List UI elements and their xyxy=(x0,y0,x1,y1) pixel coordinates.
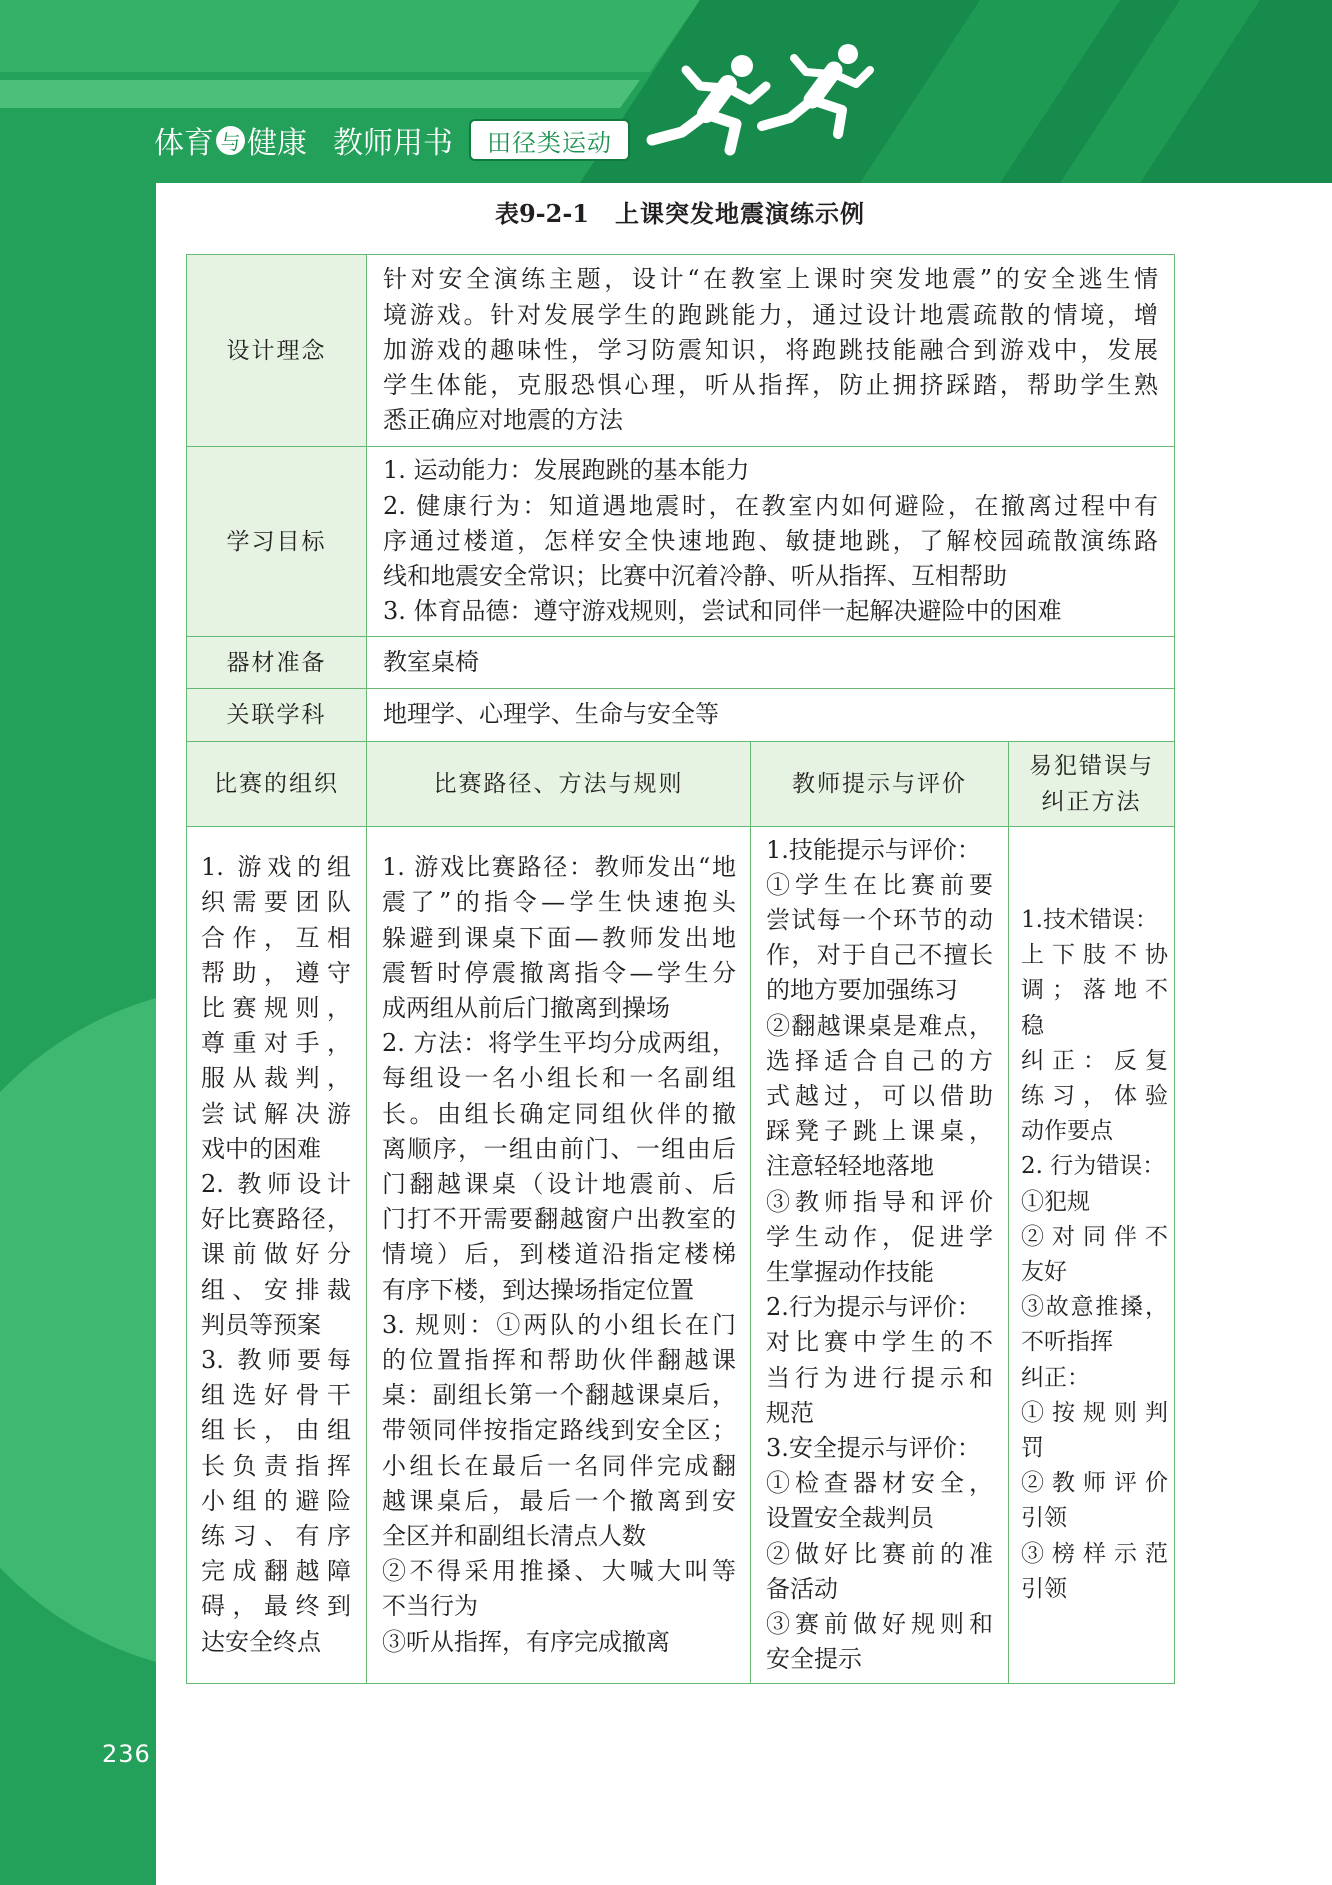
text-line: 作，对于自己不擅长 xyxy=(766,941,993,970)
page-number: 236 xyxy=(102,1740,151,1768)
text-line: 不听指挥 xyxy=(1021,1329,1113,1356)
text-line: 2. 行为错误： xyxy=(1021,1153,1166,1180)
info-row-learning-goals xyxy=(187,447,1175,637)
body-cell-common-errors xyxy=(1009,827,1175,1684)
text-line: 3. 规则：①两队的小组长在门 xyxy=(382,1310,736,1339)
book-title-connector-badge: 与 xyxy=(216,126,245,155)
text-line: 织需要团队 xyxy=(201,888,351,917)
text-line: 越课桌后，最后一个撤离到安 xyxy=(382,1486,736,1515)
text-line: 门打不开需要翻越窗户出教室的 xyxy=(382,1205,736,1234)
text-line: 长负责指挥 xyxy=(201,1451,351,1480)
text-line: 1. 游戏比赛路径：教师发出“地 xyxy=(382,853,736,882)
row-label: 设计理念 xyxy=(187,255,367,447)
text-line: 离顺序，一组由前门、一组由后 xyxy=(382,1134,736,1163)
text-line: 针对安全演练主题，设计“在教室上课时突发地震”的安全逃生情 xyxy=(383,265,1158,294)
text-line: 纠正方法 xyxy=(1041,789,1142,815)
row-label: 学习目标 xyxy=(187,447,367,637)
text-line: 尝试每一个环节的动 xyxy=(766,905,993,934)
table-number: 表9-2-1 xyxy=(494,199,590,228)
text-line: ①犯规 xyxy=(1021,1188,1090,1215)
text-line: ③故意推搡， xyxy=(1021,1294,1168,1321)
text-line: 的位置指挥和帮助伙伴翻越课 xyxy=(382,1346,736,1374)
text-line: 教师提示与评价 xyxy=(792,771,967,797)
text-line: 友好 xyxy=(1021,1259,1067,1285)
text-line: 备活动 xyxy=(766,1574,838,1603)
body-row xyxy=(187,827,1175,1684)
text-line: 教室桌椅 xyxy=(383,647,479,676)
text-line: 选择适合自己的方 xyxy=(766,1046,993,1075)
text-line: 比赛的组织 xyxy=(214,771,339,797)
text-line: 震暂时停震撤离指令—学生分 xyxy=(382,958,736,987)
text-line: 组长，由组 xyxy=(201,1416,351,1445)
text-line: 服从裁判， xyxy=(201,1064,351,1093)
text-line: 注意轻轻地落地 xyxy=(766,1152,934,1181)
text-line: 判员等预案 xyxy=(201,1310,321,1339)
text-line: ②做好比赛前的准 xyxy=(766,1539,993,1568)
text-line: ③赛前做好规则和 xyxy=(766,1610,993,1639)
text-line: 线和地震安全常识；比赛中沉着冷静、听从指挥、互相帮助 xyxy=(383,562,1007,591)
text-line: 戏中的困难 xyxy=(201,1134,321,1163)
row-content xyxy=(367,255,1175,447)
text-line: 踩凳子跳上课桌， xyxy=(766,1117,993,1146)
text-line: 组、安排裁 xyxy=(201,1275,351,1304)
body-cell-route-rules xyxy=(367,827,751,1684)
text-line: 碍，最终到 xyxy=(201,1592,351,1621)
earthquake-drill-table xyxy=(186,254,1175,1684)
text-line: ①学生在比赛前要 xyxy=(766,870,993,899)
row-content xyxy=(367,689,1175,742)
text-line: 式越过，可以借助 xyxy=(766,1081,993,1110)
text-line: 的地方要加强练习 xyxy=(766,976,958,1005)
text-line: 纠正： xyxy=(1021,1364,1090,1391)
text-line: 躲避到课桌下面—教师发出地 xyxy=(382,923,736,952)
book-subtitle: 教师用书 xyxy=(333,126,453,161)
text-line: ②对同伴不 xyxy=(1021,1223,1168,1250)
text-line: 小组的避险 xyxy=(201,1486,351,1515)
text-line: 罚 xyxy=(1021,1435,1044,1462)
text-line: ①按规则判 xyxy=(1021,1399,1168,1426)
row-label: 器材准备 xyxy=(187,637,367,689)
text-line: 小组长在最后一名同伴完成翻 xyxy=(382,1451,736,1480)
text-line: ③榜样示范 xyxy=(1021,1540,1168,1567)
text-line: 动作要点 xyxy=(1021,1118,1113,1145)
text-line: ②不得采用推搡、大喊大叫等 xyxy=(382,1557,736,1586)
row-content xyxy=(367,447,1175,637)
text-line: 成两组从前后门撤离到操场 xyxy=(382,993,670,1022)
column-header-common-errors xyxy=(1009,742,1175,827)
text-line: 加游戏的趣味性，学习防震知识，将跑跳技能融合到游戏中，发展 xyxy=(383,335,1158,364)
text-line: 尊重对手， xyxy=(201,1029,351,1058)
info-row-related-subjects xyxy=(187,689,1175,742)
text-line: 易犯错误与 xyxy=(1029,753,1154,779)
text-line: 1.技术错误： xyxy=(1021,906,1158,933)
text-line: 比赛规则， xyxy=(201,993,351,1022)
text-line: 3. 教师要每 xyxy=(201,1346,351,1374)
text-line: 生掌握动作技能 xyxy=(766,1258,934,1286)
book-title-part1: 体育 xyxy=(154,126,214,161)
text-line: 不当行为 xyxy=(382,1592,478,1621)
text-line: 规范 xyxy=(766,1398,814,1427)
text-line: 帮助，遵守 xyxy=(201,958,351,987)
text-line: 安全提示 xyxy=(766,1645,862,1674)
book-title-part2: 健康 xyxy=(247,126,307,161)
text-line: ②教师评价 xyxy=(1021,1470,1168,1497)
info-row-design-concept xyxy=(187,255,1175,447)
text-line: 每组设一名小组长和一名副组 xyxy=(382,1064,736,1093)
text-line: 纠正：反复 xyxy=(1021,1047,1168,1074)
table-caption: 上课突发地震演练示例 xyxy=(615,199,866,228)
text-line: 上下肢不协 xyxy=(1021,942,1168,969)
text-line: ③教师指导和评价 xyxy=(766,1187,993,1216)
text-line: 调；落地不 xyxy=(1021,977,1168,1004)
header-speed-stripe xyxy=(0,80,640,108)
column-header-organization xyxy=(187,742,367,827)
text-line: 合作，互相 xyxy=(201,923,351,952)
column-header-route-rules xyxy=(367,742,751,827)
body-cell-organization xyxy=(187,827,367,1684)
text-line: 组选好骨干 xyxy=(201,1381,351,1410)
header-speed-stripe xyxy=(0,0,700,72)
text-line: 比赛路径、方法与规则 xyxy=(433,771,684,797)
header-title xyxy=(154,118,630,162)
info-row-equipment xyxy=(187,637,1175,689)
column-header-row xyxy=(187,742,1175,827)
text-line: 练习，体验 xyxy=(1021,1082,1168,1109)
text-line: 对比赛中学生的不 xyxy=(766,1328,993,1357)
text-line: 3. 体育品德：遵守游戏规则，尝试和同伴一起解决避险中的困难 xyxy=(383,597,1062,626)
text-line: 悉正确应对地震的方法 xyxy=(383,406,623,435)
row-content xyxy=(367,637,1175,689)
text-line: ②翻越课桌是难点， xyxy=(766,1011,993,1040)
text-line: 境游戏。针对发展学生的跑跳能力，通过设计地震疏散的情境，增 xyxy=(383,300,1158,329)
text-line: 序通过楼道，怎样安全快速地跑、敏捷地跳，了解校园疏散演练路 xyxy=(383,526,1158,555)
text-line: 尝试解决游 xyxy=(201,1099,351,1128)
text-line: 达安全终点 xyxy=(201,1627,321,1656)
column-header-teacher-tips xyxy=(751,742,1009,827)
text-line: 2. 方法：将学生平均分成两组， xyxy=(382,1029,736,1058)
text-line: 2. 教师设计 xyxy=(201,1169,351,1198)
text-line: 1. 运动能力：发展跑跳的基本能力 xyxy=(383,456,750,485)
text-line: 震了”的指令—学生快速抱头 xyxy=(382,888,736,917)
text-line: 引领 xyxy=(1021,1575,1067,1602)
text-line: 当行为进行提示和 xyxy=(766,1363,993,1392)
text-line: 有序下楼，到达操场指定位置 xyxy=(382,1275,694,1304)
text-line: 长。由组长确定同组伙伴的撤 xyxy=(382,1099,736,1128)
text-line: 全区并和副组长清点人数 xyxy=(382,1522,646,1551)
text-line: 2.行为提示与评价： xyxy=(766,1293,981,1322)
text-line: 完成翻越障 xyxy=(201,1557,351,1586)
text-line: 1.技能提示与评价： xyxy=(766,835,981,864)
text-line: 桌：副组长第一个翻越课桌后， xyxy=(382,1381,736,1410)
section-tag: 田径类运动 xyxy=(469,119,630,161)
text-line: 情境）后，到楼道沿指定楼梯 xyxy=(382,1240,736,1269)
text-line: 学生体能，克服恐惧心理，听从指挥，防止拥挤踩踏，帮助学生熟 xyxy=(383,371,1158,400)
text-line: 2. 健康行为：知道遇地震时，在教室内如何避险，在撤离过程中有 xyxy=(383,491,1158,520)
text-line: 地理学、心理学、生命与安全等 xyxy=(383,700,719,729)
text-line: 课前做好分 xyxy=(201,1240,351,1269)
text-line: 门翻越课桌（设计地震前、后 xyxy=(382,1169,736,1198)
text-line: ①检查器材安全， xyxy=(766,1469,993,1498)
text-line: 设置安全裁判员 xyxy=(766,1504,934,1533)
body-cell-teacher-tips xyxy=(751,827,1009,1684)
text-line: ③听从指挥，有序完成撤离 xyxy=(382,1627,670,1656)
table-title xyxy=(186,196,1174,232)
text-line: 学生动作，促进学 xyxy=(766,1222,993,1251)
text-line: 练习、有序 xyxy=(201,1522,351,1551)
text-line: 1. 游戏的组 xyxy=(201,853,351,882)
row-label: 关联学科 xyxy=(187,689,367,742)
text-line: 带领同伴按指定路线到安全区； xyxy=(382,1416,736,1445)
text-line: 稳 xyxy=(1021,1012,1044,1039)
text-line: 好比赛路径， xyxy=(201,1205,351,1234)
text-line: 引领 xyxy=(1021,1505,1067,1532)
text-line: 3.安全提示与评价： xyxy=(766,1434,981,1463)
